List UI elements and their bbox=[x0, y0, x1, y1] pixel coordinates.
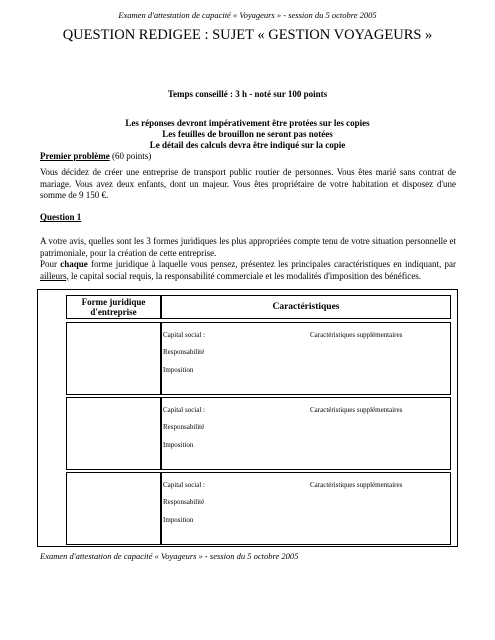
imposition-label-2: Imposition bbox=[163, 441, 194, 449]
page-footer: Examen d'attestation de capacité « Voyageurs » - session du 5 octobre 2005 bbox=[40, 551, 299, 561]
question-title: Question 1 bbox=[40, 212, 82, 222]
time-advice: Temps conseillé : 3 h - noté sur 100 points bbox=[167, 89, 328, 99]
forme-cell-3[interactable] bbox=[66, 472, 161, 545]
problem-heading bbox=[40, 151, 151, 161]
resp-label-2: Responsabilité bbox=[163, 423, 205, 431]
column-header-forme: Forme juridique d'entreprise bbox=[66, 295, 161, 319]
resp-label-3: Responsabilité bbox=[163, 498, 205, 506]
capital-label-1: Capital social : bbox=[163, 331, 205, 339]
capital-label-3: Capital social : bbox=[163, 481, 205, 489]
intro-paragraph: Vous décidez de créer une entreprise de transport public routier de personnes. Vous êtes marié sans contrat de mariage. Vous avez deux enfants, dont un majeur. Vous êtes propriétaire de votre habitation et disposez d'une somme de 9 150 €. bbox=[40, 167, 456, 200]
problem-points: (60 points) bbox=[109, 151, 152, 161]
forme-cell-1[interactable] bbox=[66, 322, 161, 395]
problem-label: Premier problème bbox=[40, 151, 110, 161]
extra-label-3: Caractéristiques supplémentaires bbox=[310, 481, 403, 489]
question-text: A votre avis, quelles sont les 3 formes juridiques les plus appropriées compte tenu de votre situation personnelle et patrimoniale, pour la création de cette entreprise. Pour chaque forme juridique à laquelle vous pensez, présentez les principales caractéristiques en indiquant, par ailleurs, le capital social requis, la responsabilité commerciale et les modalités d'imposition des bénéfices. bbox=[40, 236, 456, 281]
page-header: Examen d'attestation de capacité « Voyageurs » - session du 5 octobre 2005 bbox=[118, 10, 377, 20]
warning-line-1: Les réponses devront impérativement être protées sur les copies bbox=[125, 118, 370, 128]
imposition-label-3: Imposition bbox=[163, 516, 194, 524]
imposition-label-1: Imposition bbox=[163, 366, 194, 374]
forme-cell-2[interactable] bbox=[66, 397, 161, 470]
page-title: QUESTION REDIGEE : SUJET « GESTION VOYAGEURS » bbox=[62, 27, 433, 43]
warning-line-2: Les feuilles de brouillon ne seront pas notées bbox=[162, 129, 333, 139]
capital-label-2: Capital social : bbox=[163, 406, 205, 414]
resp-label-1: Responsabilité bbox=[163, 348, 205, 356]
question-line-1: A votre avis, quelles sont les 3 formes juridiques les plus appropriées compte tenu de votre situation personnelle et patrimoniale, pour la création de cette entreprise. bbox=[40, 236, 456, 258]
warning-line-3: Le détail des calculs devra être indiqué sur la copie bbox=[149, 140, 346, 150]
column-header-caracteristiques: Caractéristiques bbox=[161, 295, 451, 319]
question-underlined: ailleurs, bbox=[40, 270, 69, 281]
question-bold: chaque bbox=[60, 259, 88, 269]
extra-label-2: Caractéristiques supplémentaires bbox=[310, 406, 403, 414]
extra-label-1: Caractéristiques supplémentaires bbox=[310, 331, 403, 339]
